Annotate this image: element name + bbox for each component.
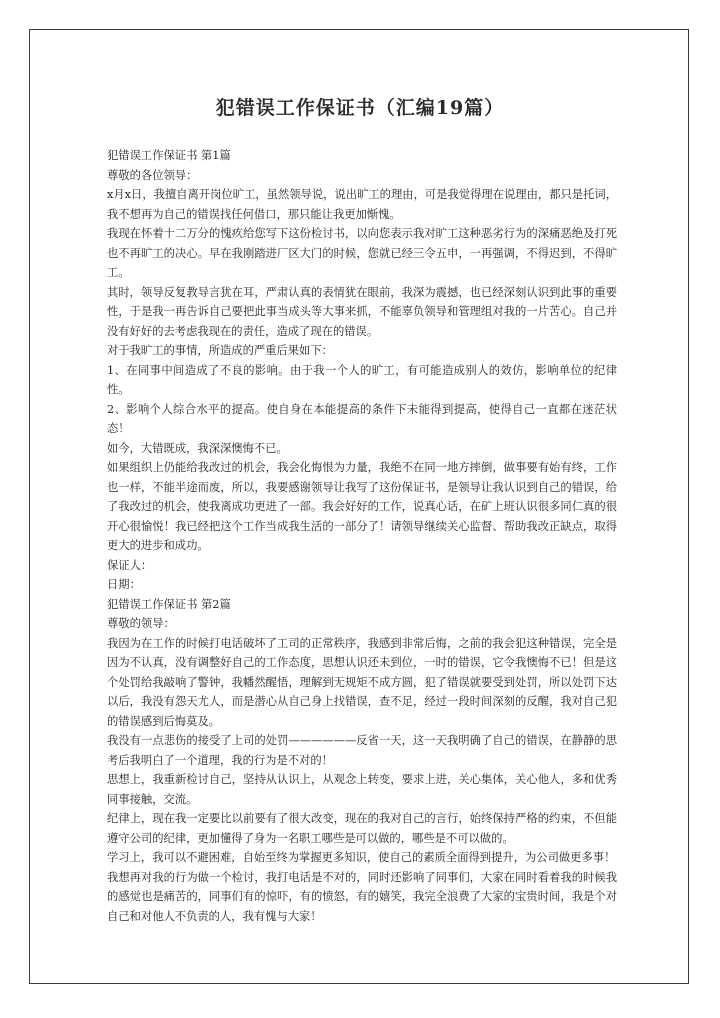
document-body	[107, 146, 617, 926]
paragraph: 我因为在工作的时候打电话破坏了工司的正常秩序，我感到非常后悔，之前的我会犯这种错误，完全是因为不认真，没有调整好自己的工作态度，思想认识还未到位，一时的错误，它令我懊悔不已！但是这个处罚给我敲响了警钟，我幡然醒悟，理解到无规矩不成方圆，犯了错误就要受到处罚，所以处罚下达以后，我没有怨天尤人，而是潜心从自己身上找错误，查不足，经过一段时间深刻的反醒，我对自己犯的错误感到后悔莫及。	[107, 636, 617, 728]
paragraph: 我没有一点悲伤的接受了上司的处罚——————反省一天，这一天我明确了自己的错误，在静静的思考后我明白了一个道理，我的行为是不对的！	[107, 734, 617, 767]
date-label: 日期：	[107, 578, 141, 591]
list-item: 2、影响个人综合水平的提高。使自身在本能提高的条件下未能得到提高，使得自己一直都在迷茫状态！	[107, 402, 617, 435]
paragraph: 纪律上，现在我一定要比以前要有了很大改变，现在的我对自己的言行，始终保持严格的约束，不但能遵守公司的纪律，更加懂得了身为一名职工哪些是可以做的，哪些是不可以做的。	[107, 812, 617, 845]
paragraph: 我想再对我的行为做一个检讨，我打电话是不对的，同时还影响了同事们，大家在同时看着我的时候我的感觉也是痛苦的，同事们有的惊吓，有的愤怒，有的嬉笑，我完全浪费了大家的宝贵时间，我是个对自己和对他人不负责的人，我有愧与大家！	[107, 870, 617, 923]
paragraph: 如果组织上仍能给我改过的机会，我会化悔恨为力量，我绝不在同一地方摔倒，做事要有始有终，工作也一样，不能半途而废，所以，我要感谢领导让我写了这份保证书，是领导让我认识到自己的错误，给了我改过的机会，使我离成功更进了一部。我会好好的工作，说真心话，在矿上班认识很多同仁真的很开心很愉悦！我已经把这个工作当成我生活的一部分了！请领导继续关心监督、帮助我改正缺点，取得更大的进步和成功。	[107, 461, 617, 552]
paragraph: 思想上，我重新检讨自己，坚持从认识上，从观念上转变，要求上进，关心集体，关心他人，多和优秀同事接触，交流。	[107, 773, 617, 806]
document-title: 犯错误工作保证书（汇编19篇）	[215, 97, 505, 119]
salutation: 尊敬的领导：	[107, 617, 175, 630]
paragraph: 其时，领导反复教导言犹在耳，严肃认真的表情犹在眼前，我深为震撼，也已经深刻认识到此事的重要性，于是我一再告诉自己要把此事当成头等大事来抓，不能辜负领导和管理组对我的一片苦心。自己并没有好好的去考虑我现在的责任，造成了现在的错误。	[107, 285, 617, 338]
list-item: 1、在同事中间造成了不良的影响。由于我一个人的旷工，有可能造成别人的效仿，影响单位的纪律性。	[107, 363, 617, 396]
paragraph: 学习上，我可以不避困难，自始至终为掌握更多知识，使自己的素质全面得到提升，为公司做更多事！	[107, 851, 616, 864]
paragraph: x月x日，我擅自离开岗位旷工，虽然领导说，说出旷工的理由，可是我觉得理在说理由，都只是托词，我不想再为自己的错误找任何借口，那只能让我更加惭愧。	[107, 188, 617, 221]
salutation: 尊敬的各位领导：	[107, 168, 198, 182]
paragraph: 对于我旷工的事情，所造成的严重后果如下：	[107, 344, 333, 357]
section-heading-2: 犯错误工作保证书 第2篇	[107, 597, 231, 611]
paragraph: 如今，大错既成，我深深懊悔不已。	[107, 441, 288, 455]
section-heading-1: 犯错误工作保证书 第1篇	[107, 149, 231, 162]
paragraph: 我现在怀着十二万分的愧疚给您写下这份检讨书，以向您表示我对旷工这种恶劣行为的深痛恶绝及打死也不再旷工的决心。早在我刚踏进厂区大门的时候，您就已经三令五申，一再强调，不得迟到，不得旷工。	[107, 227, 617, 279]
guarantor-label: 保证人：	[107, 558, 153, 572]
